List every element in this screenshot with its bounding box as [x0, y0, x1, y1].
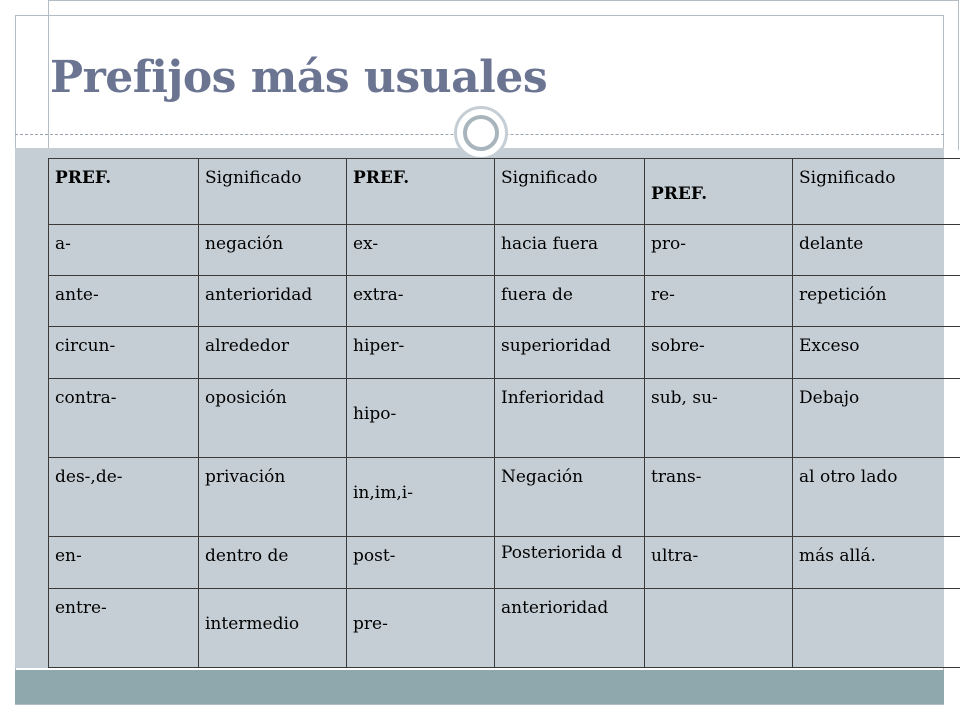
frame-left-line [48, 0, 49, 155]
table-cell [645, 588, 793, 667]
table-cell: superioridad [495, 327, 645, 378]
table-cell: sub, su- [645, 378, 793, 457]
table-cell: ultra- [645, 537, 793, 588]
table-row [49, 588, 960, 667]
table-cell: post- [347, 537, 495, 588]
table-cell: ex- [347, 225, 495, 276]
table-cell: pre- [347, 588, 495, 667]
table-row [49, 276, 960, 327]
table-cell: hipo- [347, 378, 495, 457]
table-cell: anterioridad [495, 588, 645, 667]
table-cell: dentro de [199, 537, 347, 588]
table-cell: privación [199, 457, 347, 536]
table-cell: pro- [645, 225, 793, 276]
table-cell: repetición [793, 276, 960, 327]
table-row [49, 537, 960, 588]
table-cell [793, 588, 960, 667]
header-cell: Significado [793, 159, 960, 225]
prefix-table [48, 158, 960, 668]
table-row [49, 327, 960, 378]
table-cell: anterioridad [199, 276, 347, 327]
table-cell: más allá. [793, 537, 960, 588]
table-cell: contra- [49, 378, 199, 457]
table-cell: delante [793, 225, 960, 276]
table-cell: Posteriorida d [495, 537, 645, 588]
slide-title: Prefijos más usuales [50, 52, 548, 103]
table-cell: Inferioridad [495, 378, 645, 457]
table-cell: entre- [49, 588, 199, 667]
table-cell: a- [49, 225, 199, 276]
table-cell: re- [645, 276, 793, 327]
frame-top-line [48, 0, 959, 1]
table-cell: Debajo [793, 378, 960, 457]
frame-right-line [958, 0, 959, 150]
table-cell: des-,de- [49, 457, 199, 536]
table-cell: trans- [645, 457, 793, 536]
header-cell: Significado [199, 159, 347, 225]
header-cell: PREF. [645, 159, 793, 225]
table-cell: ante- [49, 276, 199, 327]
table-cell: intermedio [199, 588, 347, 667]
header-cell: PREF. [49, 159, 199, 225]
table-cell: al otro lado [793, 457, 960, 536]
table-cell: negación [199, 225, 347, 276]
table-row [49, 225, 960, 276]
footer-band [15, 670, 944, 704]
table-cell: hiper- [347, 327, 495, 378]
table-cell: extra- [347, 276, 495, 327]
table-cell: sobre- [645, 327, 793, 378]
table-cell: hacia fuera [495, 225, 645, 276]
table-cell: circun- [49, 327, 199, 378]
table-cell: in,im,i- [347, 457, 495, 536]
table-cell: Negación [495, 457, 645, 536]
table-row [49, 457, 960, 536]
table-cell: en- [49, 537, 199, 588]
table-row [49, 378, 960, 457]
table-header-row [49, 159, 960, 225]
decorative-circle-icon [454, 106, 508, 160]
table-cell: oposición [199, 378, 347, 457]
header-cell: PREF. [347, 159, 495, 225]
table-cell: alrededor [199, 327, 347, 378]
table-cell: Exceso [793, 327, 960, 378]
table-cell: fuera de [495, 276, 645, 327]
header-cell: Significado [495, 159, 645, 225]
